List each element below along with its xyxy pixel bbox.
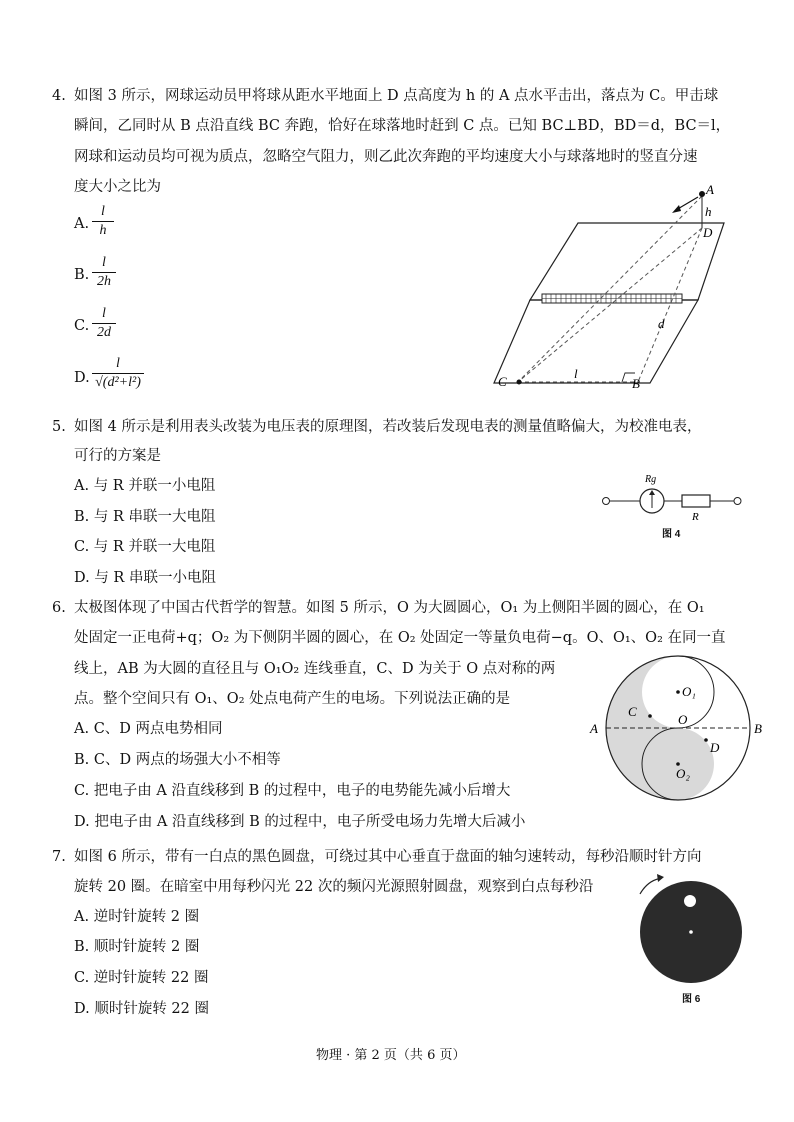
fig3-label-d-len: d [658,316,665,331]
q4-option-a-label: A. [74,216,90,232]
q4-option-a-numerator: l [101,204,105,219]
q5-stem-line2: 可行的方案是 [74,448,161,464]
q4-number: 4. [52,88,66,104]
q6-option-a-label: A. [74,721,90,737]
q4-stem-line3: 网球和运动员均可视为质点，忽略空气阻力，则乙此次奔跑的平均速度大小与球落地时的竖直分速 [74,149,698,165]
q5-option-b-label: B. [74,509,90,525]
dashed-line-dc [518,228,702,382]
q4-option-d-numerator: l [116,356,120,371]
q6-option-d [74,812,525,832]
q4-option-b-denominator: 2h [97,274,111,289]
q4-option-a-fraction [92,204,114,239]
q4-stem-line2: 瞬间，乙同时从 B 点沿直线 BC 奔跑，恰好在球落地时赶到 C 点。已知 BC⊥BD，BD＝d，BC＝l， [74,118,731,134]
terminal-left [603,498,610,505]
point-o1 [676,690,680,694]
q7-number: 7. [52,849,66,865]
q5-option-d-label: D. [74,570,90,586]
q7-stem-line2: 旋转 20 圈。在暗室中用每秒闪光 22 次的频闪光源照射圆盘，观察到白点每秒沿 [74,879,594,895]
fig5-label-o1: O₁ [682,684,696,699]
q4-option-b-numerator: l [102,255,106,270]
q6-option-c-label: C. [74,783,90,799]
q6-option-a [74,719,223,739]
q6-option-b [74,750,281,770]
q6-option-c-text: 把电子由 A 沿直线移到 B 的过程中，电子的电势能先减小后增大 [93,783,511,799]
fig3-label-h: h [705,204,712,219]
resistor-r [682,495,710,507]
q7-option-b-text: 顺时针旋转 2 圈 [93,939,200,955]
q5-option-d [74,568,216,588]
fig3-label-d: D [703,225,713,240]
dashed-line-ac [518,196,702,382]
q5-option-c-text: 与 R 并联一大电阻 [93,539,216,555]
ball-a [699,191,705,197]
q5-stem-line1: 如图 4 所示是利用表头改装为电压表的原理图，若改装后发现电表的测量值略偏大，为校准电表， [74,419,702,435]
q5-option-a-label: A. [74,478,90,494]
fig5-label-b: B [754,721,762,736]
q4-option-c-fraction [92,306,116,341]
q7-option-c [74,968,208,988]
fig6-caption: 图 6 [682,994,701,1005]
q4-option-b-fraction [92,255,116,290]
q6-option-b-text: C、D 两点的场强大小不相等 [93,752,281,768]
q4-option-c-label: C. [74,318,90,334]
rotation-arrowhead [657,874,664,882]
q6-option-b-label: B. [74,752,90,768]
q7-option-b-label: B. [74,939,90,955]
disc-center [689,930,693,934]
q6-number: 6. [52,600,66,616]
q7-figure-disc [634,872,746,990]
q5-option-c [74,537,215,557]
fig5-label-d: D [710,740,720,755]
q5-option-b-text: 与 R 串联一大电阻 [93,509,216,525]
fig3-label-b: B [632,376,640,391]
q4-option-a-denominator: h [99,223,107,238]
point-c-taiji [648,714,652,718]
q7-option-d [74,999,209,1019]
point-d-taiji [704,738,708,742]
q7-option-a [74,907,199,927]
q5-option-a [74,476,215,496]
q4-option-c-numerator: l [102,306,106,321]
fig5-label-c: C [628,704,637,719]
terminal-right [734,498,741,505]
ball-arrowhead [672,205,681,213]
q5-option-c-label: C. [74,539,90,555]
q7-option-c-text: 逆时针旋转 22 圈 [93,970,209,986]
fig4-label-rg: Rg [645,474,657,485]
q6-stem-line2: 处固定一正电荷+q；O₂ 为下侧阴半圆的圆心，在 O₂ 处固定一等量负电荷−q。O、O₁、O₂ 在同一直 [74,630,726,646]
q6-option-a-text: C、D 两点电势相同 [93,721,223,737]
q4-option-d-denominator: √(d²+l²) [95,375,141,390]
q6-figure-taiji [584,650,774,808]
q7-option-a-label: A. [74,909,90,925]
q6-stem-line4: 点。整个空间只有 O₁、O₂ 处点电荷产生的电场。下列说法正确的是 [74,691,511,707]
q6-stem-line1: 太极图体现了中国古代哲学的智慧。如图 5 所示，O 为大圆圆心，O₁ 为上侧阳半圆的圆心，在 O₁ [74,600,705,616]
q5-number: 5. [52,419,66,435]
fig4-caption: 图 4 [662,529,681,540]
page-footer: 物理 · 第 2 页（共 6 页） [316,1048,466,1063]
q4-option-d-fraction [92,356,144,391]
q7-option-b [74,937,199,957]
q6-option-d-text: 把电子由 A 沿直线移到 B 的过程中，电子所受电场力先增大后减小 [94,814,526,830]
q4-option-d-label: D. [74,370,90,386]
q4-figure-court [486,178,736,398]
fig4-label-r: R [692,511,699,523]
q7-stem-line1: 如图 6 所示，带有一白点的黑色圆盘，可绕过其中心垂直于盘面的轴匀速转动，每秒沿顺时针方向 [74,849,702,865]
fig5-label-o2: O₂ [676,766,690,781]
q4-stem-line4: 度大小之比为 [74,179,161,195]
q5-option-a-text: 与 R 并联一小电阻 [93,478,216,494]
fig5-label-a: A [590,721,598,736]
q7-option-d-text: 顺时针旋转 22 圈 [94,1001,209,1017]
point-c [517,380,522,385]
q7-option-c-label: C. [74,970,90,986]
q5-option-d-text: 与 R 串联一小电阻 [94,570,216,586]
q4-option-c-denominator: 2d [97,325,111,340]
q5-option-b [74,507,216,527]
fig3-label-l: l [574,366,578,381]
q4-option-b-label: B. [74,267,90,283]
fig5-label-o: O [678,712,688,727]
q6-stem-line3: 线上，AB 为大圆的直径且与 O₁O₂ 连线垂直，C、D 为关于 O 点对称的两 [74,661,556,677]
q7-option-a-text: 逆时针旋转 2 圈 [93,909,200,925]
fig3-label-c: C [498,374,507,389]
q4-stem-line1: 如图 3 所示，网球运动员甲将球从距水平地面上 D 点高度为 h 的 A 点水平击出，落点为 C。甲击球 [74,88,719,104]
fig3-label-a: A [706,182,714,197]
white-dot [684,895,696,907]
q7-option-d-label: D. [74,1001,90,1017]
q6-option-d-label: D. [74,814,90,830]
q6-option-c [74,781,510,801]
